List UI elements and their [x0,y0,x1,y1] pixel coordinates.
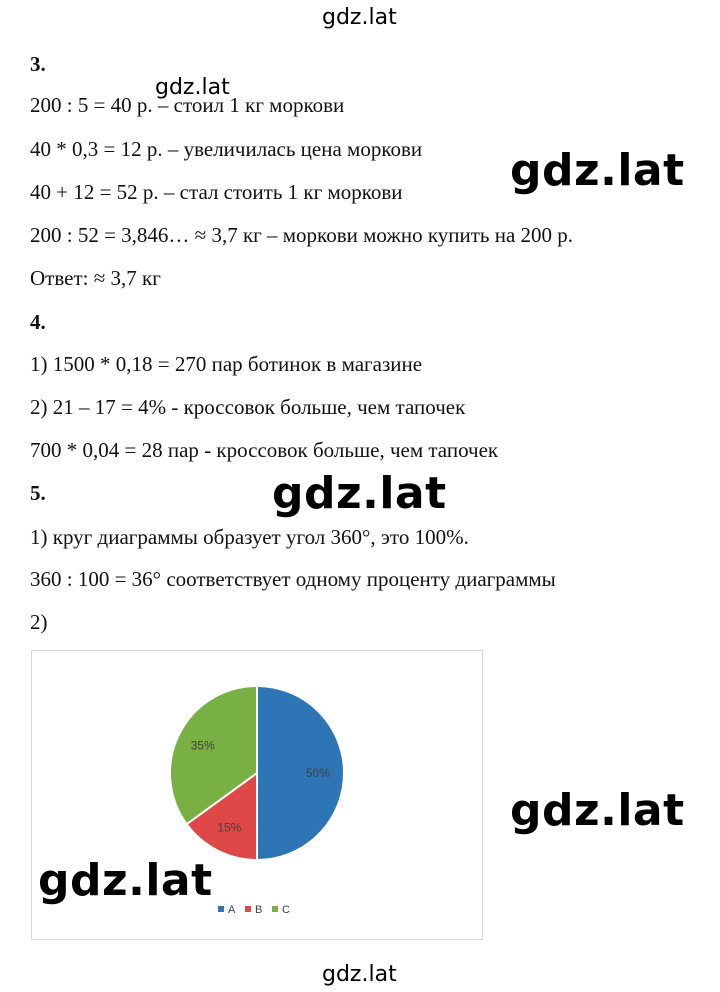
pie-slice-a [257,686,344,860]
task-3-answer: Ответ: ≈ 3,7 кг [30,266,161,290]
task-3-line-3: 40 + 12 = 52 р. – стал стоить 1 кг моркови [30,180,403,204]
task-4-number: 4. [30,310,46,334]
task-3-line-1: 200 : 5 = 40 р. – стоил 1 кг моркови [30,93,345,117]
watermark-large-bottom-left: gdz.lat [38,855,213,906]
watermark-large-right: gdz.lat [510,145,685,196]
task-3-line-4: 200 : 52 = 3,846… ≈ 3,7 кг – моркови можно купить на 200 р. [30,223,574,247]
pie-label-b: 15% [217,820,242,835]
watermark-large-chart-right: gdz.lat [510,785,685,836]
task-5-line-3: 2) [30,610,48,634]
pie-label-c: 35% [190,738,215,753]
task-4-line-1: 1) 1500 * 0,18 = 270 пар ботинок в магазине [30,352,423,376]
watermark-top: gdz.lat [322,5,397,30]
task-5-line-1: 1) круг диаграммы образует угол 360°, это 100%. [30,525,469,549]
task-3-line-2: 40 * 0,3 = 12 р. – увеличилась цена моркови [30,137,423,161]
legend-label-c: C [282,904,290,916]
task-3-number: 3. [30,52,46,76]
task-4-line-3: 700 * 0,04 = 28 пар - кроссовок больше, чем тапочек [30,438,499,462]
task-5-number: 5. [30,481,46,505]
legend-label-b: B [255,904,263,916]
legend-swatch-b [245,906,251,912]
legend-label-a: A [228,904,236,916]
watermark-small-inline: gdz.lat [155,75,230,100]
watermark-large-center: gdz.lat [272,468,447,519]
task-5-line-2: 360 : 100 = 36° соответствует одному проценту диаграммы [30,567,556,591]
pie-label-a: 50% [305,766,330,780]
task-4-line-2: 2) 21 – 17 = 4% - кроссовок больше, чем тапочек [30,395,466,419]
watermark-bottom: gdz.lat [322,962,397,987]
legend-swatch-a [218,906,224,912]
legend-swatch-c [272,906,278,912]
